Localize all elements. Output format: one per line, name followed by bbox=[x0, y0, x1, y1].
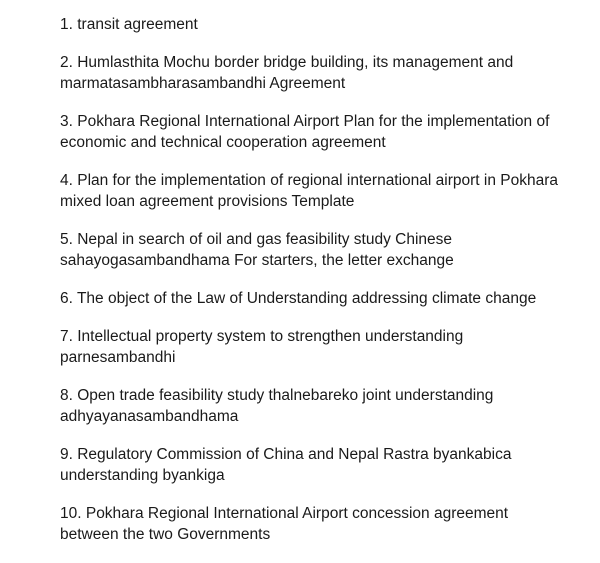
list-item-line: between the two Governments bbox=[60, 526, 271, 543]
list-item-line: 4. Plan for the implementation of regional international airport in Pokhara bbox=[60, 172, 559, 189]
list-item bbox=[60, 229, 592, 271]
list-item-line: 10. Pokhara Regional International Airport concession agreement bbox=[60, 505, 509, 522]
list-item bbox=[60, 170, 592, 212]
list-item-line: 2. Humlasthita Mochu border bridge building, its management and bbox=[60, 54, 514, 71]
list-item bbox=[60, 503, 592, 545]
list-item-line: 1. transit agreement bbox=[60, 16, 198, 33]
list-item-line: 9. Regulatory Commission of China and Nepal Rastra byankabica bbox=[60, 446, 512, 463]
list-item-line: parnesambandhi bbox=[60, 349, 176, 366]
list-item-line: 7. Intellectual property system to strengthen understanding bbox=[60, 328, 464, 345]
list-item bbox=[60, 14, 592, 35]
list-item bbox=[60, 326, 592, 368]
list-item-line: 6. The object of the Law of Understanding addressing climate change bbox=[60, 290, 537, 307]
list-item-line: mixed loan agreement provisions Template bbox=[60, 193, 355, 210]
list-item bbox=[60, 52, 592, 94]
list-item bbox=[60, 444, 592, 486]
list-item-line: 3. Pokhara Regional International Airport Plan for the implementation of bbox=[60, 113, 550, 130]
list-item-line: sahayogasambandhama For starters, the letter exchange bbox=[60, 252, 454, 269]
list-item-line: 5. Nepal in search of oil and gas feasibility study Chinese bbox=[60, 231, 453, 248]
list-item-line: adhyayanasambandhama bbox=[60, 408, 239, 425]
list-item-line: economic and technical cooperation agreement bbox=[60, 134, 386, 151]
agreement-list bbox=[60, 14, 592, 562]
list-item bbox=[60, 288, 592, 309]
list-item-line: 8. Open trade feasibility study thalnebareko joint understanding bbox=[60, 387, 494, 404]
list-item-line: marmatasambharasambandhi Agreement bbox=[60, 75, 346, 92]
list-item bbox=[60, 385, 592, 427]
list-item bbox=[60, 111, 592, 153]
list-item-line: understanding byankiga bbox=[60, 467, 225, 484]
